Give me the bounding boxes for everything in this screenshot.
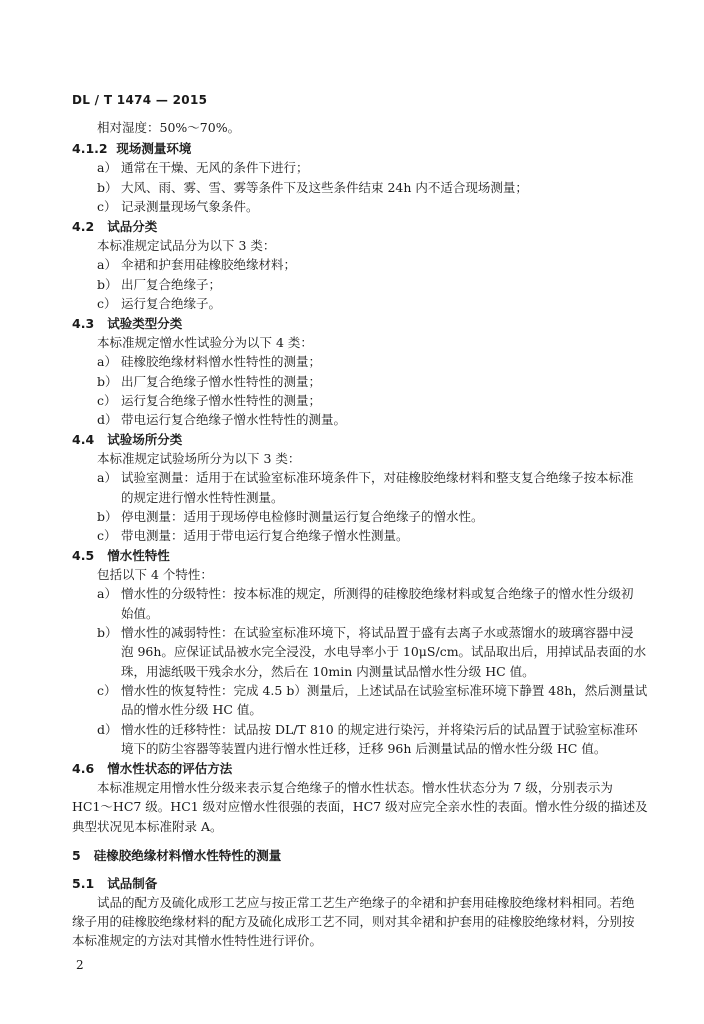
list-marker: a） xyxy=(97,470,117,485)
section-heading xyxy=(72,548,170,564)
list-item-continuation: 泡 96h。应保证试品被水完全浸没，水电导率小于 10μS/cm。试品取出后，用掉试品表面的水 xyxy=(121,644,647,659)
paragraph-line: 本标准规定用憎水性分级来表示复合绝缘子的憎水性状态。憎水性状态分为 7 级，分别表示为 xyxy=(97,780,613,795)
paragraph-line: 本标准规定试验场所分为以下 3 类： xyxy=(97,451,301,466)
paragraph-line: 典型状况见本标准附录 A。 xyxy=(72,819,223,834)
list-marker: b） xyxy=(97,277,118,292)
list-item: 大风、雨、雾、雪、雾等条件下及这些条件结束 24h 内不适合现场测量； xyxy=(121,180,528,195)
list-item: 通常在干燥、无风的条件下进行； xyxy=(121,160,309,175)
section-number: 4.5 xyxy=(72,548,95,563)
list-item: 憎水性的减弱特性：在试验室标准环境下，将试品置于盛有去离子水或蒸馏水的玻璃容器中浸 xyxy=(121,625,634,640)
list-item-continuation: 的规定进行憎水性特性测量。 xyxy=(121,490,284,505)
paragraph-line: 试品的配方及硫化成形工艺应与按正常工艺生产绝缘子的伞裙和护套用硅橡胶绝缘材料相同。若绝 xyxy=(97,895,635,910)
list-item: 停电测量：适用于现场停电检修时测量运行复合绝缘子的憎水性。 xyxy=(121,509,484,524)
section-title: 试验类型分类 xyxy=(107,316,183,331)
list-item: 硅橡胶绝缘材料憎水性特性的测量； xyxy=(121,354,322,369)
list-marker: b） xyxy=(97,625,118,640)
section-heading xyxy=(72,219,157,235)
list-marker: c） xyxy=(97,296,117,311)
list-item: 憎水性的恢复特性：完成 4.5 b）测量后，上述试品在试验室标准环境下静置 48h，然后测量试 xyxy=(121,683,648,698)
section-title: 硅橡胶绝缘材料憎水性特性的测量 xyxy=(93,848,282,863)
list-marker: c） xyxy=(97,393,117,408)
section-number: 5 xyxy=(72,848,81,863)
chapter-heading xyxy=(72,848,281,864)
list-marker: a） xyxy=(97,257,117,272)
paragraph-line: 本标准规定憎水性试验分为以下 4 类： xyxy=(97,335,313,350)
section-number: 4.6 xyxy=(72,761,95,776)
list-marker: a） xyxy=(97,160,117,175)
list-item-continuation: 珠，用滤纸吸干残余水分，然后在 10min 内测量试品憎水性分级 HC 值。 xyxy=(121,664,535,679)
list-item: 伞裙和护套用硅橡胶绝缘材料； xyxy=(121,257,297,272)
list-marker: c） xyxy=(97,683,117,698)
paragraph-line: 缘子用的硅橡胶绝缘材料的配方及硫化成形工艺不同，则对其伞裙和护套用的硅橡胶绝缘材料，分别按 xyxy=(72,914,635,929)
paragraph-line: 本标准规定试品分为以下 3 类： xyxy=(97,238,276,253)
section-heading xyxy=(72,141,191,157)
list-marker: d） xyxy=(97,412,118,427)
list-item: 带电运行复合绝缘子憎水性特性的测量。 xyxy=(121,412,347,427)
list-item: 试验室测量：适用于在试验室标准环境条件下，对硅橡胶绝缘材料和整支复合绝缘子按本标准 xyxy=(121,470,634,485)
list-item: 憎水性的分级特性：按本标准的规定，所测得的硅橡胶绝缘材料或复合绝缘子的憎水性分级初 xyxy=(121,586,634,601)
paragraph-line: 包括以下 4 个特性： xyxy=(97,567,213,582)
paragraph-line: 本标准规定的方法对其憎水性特性进行评价。 xyxy=(72,933,323,948)
section-heading xyxy=(72,876,157,892)
section-title: 憎水性状态的评估方法 xyxy=(107,761,233,776)
standard-header: DL / T 1474 — 2015 xyxy=(72,93,208,107)
paragraph-line: HC1～HC7 级。HC1 级对应憎水性很强的表面，HC7 级对应完全亲水性的表面。憎水性分级的描述及 xyxy=(72,799,648,814)
list-marker: d） xyxy=(97,722,118,737)
list-item: 运行复合绝缘子。 xyxy=(121,296,222,311)
list-item: 运行复合绝缘子憎水性特性的测量； xyxy=(121,393,322,408)
section-title: 憎水性特性 xyxy=(107,548,170,563)
paragraph-line: 相对湿度：50%～70%。 xyxy=(97,120,241,135)
section-heading xyxy=(72,316,182,332)
section-heading xyxy=(72,761,232,777)
list-item-continuation: 始值。 xyxy=(121,606,159,621)
section-title: 试品分类 xyxy=(107,219,158,234)
list-item: 出厂复合绝缘子； xyxy=(121,277,222,292)
section-number: 4.3 xyxy=(72,316,95,331)
list-item: 记录测量现场气象条件。 xyxy=(121,199,259,214)
page-number: 2 xyxy=(76,958,84,972)
section-title: 试品制备 xyxy=(107,876,158,891)
section-number: 4.4 xyxy=(72,432,95,447)
list-marker: a） xyxy=(97,354,117,369)
list-item-continuation: 境下的防尘容器等装置内进行憎水性迁移，迁移 96h 后测量试品的憎水性分级 HC 值。 xyxy=(121,741,607,756)
list-item: 带电测量：适用于带电运行复合绝缘子憎水性测量。 xyxy=(121,528,409,543)
list-item: 出厂复合绝缘子憎水性特性的测量； xyxy=(121,374,322,389)
section-title: 试验场所分类 xyxy=(107,432,183,447)
list-marker: c） xyxy=(97,528,117,543)
list-marker: b） xyxy=(97,180,118,195)
list-marker: a） xyxy=(97,586,117,601)
list-marker: c） xyxy=(97,199,117,214)
list-marker: b） xyxy=(97,509,118,524)
list-item-continuation: 品的憎水性分级 HC 值。 xyxy=(121,702,262,717)
section-number: 4.1.2 xyxy=(72,141,108,156)
section-number: 4.2 xyxy=(72,219,95,234)
section-heading xyxy=(72,432,182,448)
section-number: 5.1 xyxy=(72,876,95,891)
list-marker: b） xyxy=(97,374,118,389)
list-item: 憎水性的迁移特性：试品按 DL/T 810 的规定进行染污，并将染污后的试品置于试验室标准环 xyxy=(121,722,638,737)
section-title: 现场测量环境 xyxy=(116,141,192,156)
